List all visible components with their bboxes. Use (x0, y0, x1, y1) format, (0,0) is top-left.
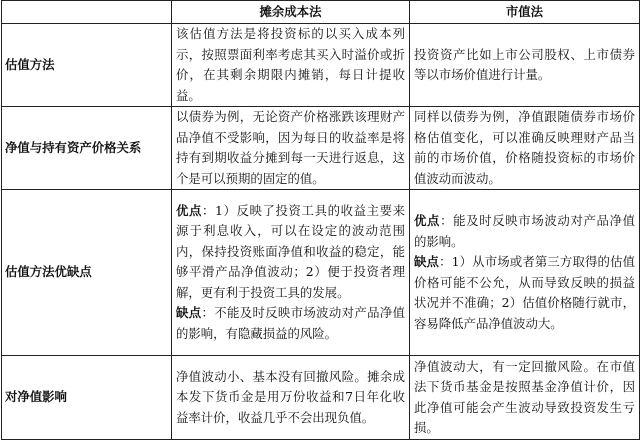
cons-text: ：不能及时反映市场波动对产品净值的影响，有隐藏损益的风险。 (176, 305, 406, 341)
cell-market-nav-impact: 净值波动大，有一定回撤风险。在市值法下货币基金是按照基金净值计价，因此净值可能会产生波动导致投资发生亏损。 (410, 356, 640, 440)
cell-market-valuation-method: 投资资产比如上市公司股权、上市债券等以市场价值进行计量。 (410, 24, 640, 107)
header-row (2, 1, 640, 24)
cell-market-pros-cons (410, 190, 640, 356)
table-row (2, 190, 640, 356)
table-row (2, 356, 640, 440)
cell-amortized-nav-impact: 净值波动小、基本没有回撤风险。摊余成本发下货币金是用万份收益和7日年化收益率计价，收益几乎不会出现负值。 (172, 356, 410, 440)
cons-label: 缺点 (176, 305, 202, 321)
cons-text: ：1）从市场或者第三方取得的估值价格可能不公允，从而导致反映的损益状况并不准确；2）估值价格随行就市，容易降低产品净值波动大。 (414, 254, 635, 331)
pros-text: ：能及时反映市场波动对产品净值的影响。 (414, 213, 636, 249)
cell-amortized-pros-cons (172, 190, 410, 356)
table-row (2, 24, 640, 107)
cons-label: 缺点 (414, 254, 440, 269)
row-label-nav-price-relation: 净值与持有资产价格关系 (2, 107, 172, 190)
header-market-value: 市值法 (410, 1, 640, 24)
table-row (2, 107, 640, 190)
row-label-pros-cons: 估值方法优缺点 (2, 190, 172, 356)
cell-amortized-nav-price-relation: 以债券为例，无论资产价格涨跌该理财产品净值不受影响，因为每日的收益率是将持有到期收益分摊到每一天进行返息，这个是可以预期的固定的值。 (172, 107, 410, 190)
header-blank (2, 1, 172, 24)
cell-market-nav-price-relation: 同样以债券为例，净值跟随债券市场价格估值变化，可以准确反映理财产品当前的市场价值，价格随投资标的市场价值波动而波动。 (410, 107, 640, 190)
header-amortized-cost: 摊余成本法 (172, 1, 410, 24)
row-label-nav-impact: 对净值影响 (2, 356, 172, 440)
pros-text: ：1）反映了投资工具的收益主要来源于利息收入，可以在设定的波动范围内，保持投资账面净值和收益的稳定，能够平滑产品净值波动；2）便于投资者理解，更有利于投资工具的发展。 (176, 202, 405, 300)
row-label-valuation-method: 估值方法 (2, 24, 172, 107)
pros-label: 优点 (176, 202, 203, 218)
comparison-table (1, 0, 640, 440)
pros-label: 优点 (414, 213, 441, 228)
cell-amortized-valuation-method: 该估值方法是将投资标的以买入成本列示，按照票面利率考虑其买入时溢价或折价，在其剩余期限内摊销，每日计提收益。 (172, 24, 410, 107)
